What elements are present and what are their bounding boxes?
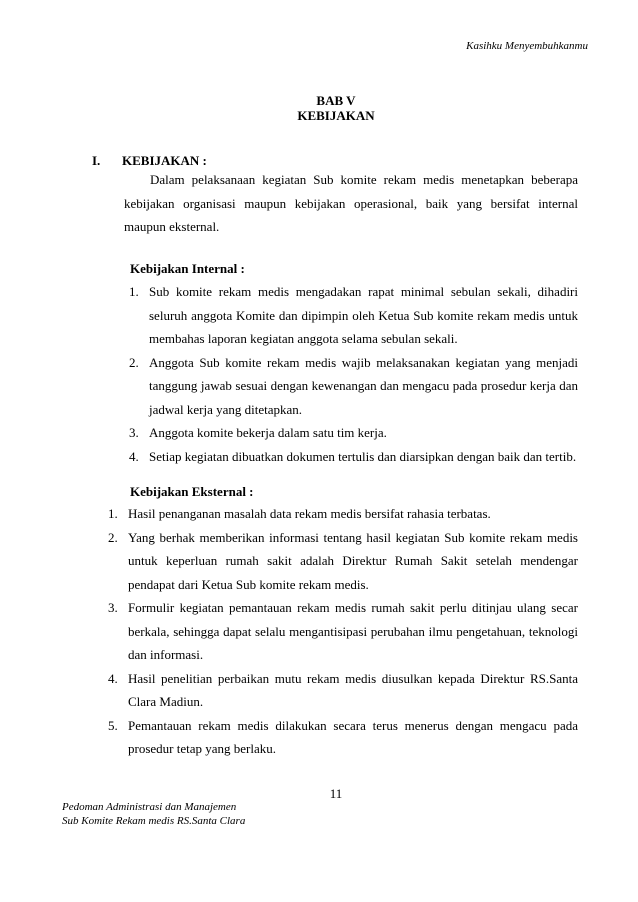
list-item [108, 502, 578, 526]
footer-line-2: Sub Komite Rekam medis RS.Santa Clara [62, 815, 246, 827]
list-item-number: 3. [129, 425, 139, 440]
list-item [108, 667, 578, 714]
list-item-number: 1. [129, 284, 139, 299]
footer-line-1: Pedoman Administrasi dan Manajemen [62, 801, 237, 813]
external-policy-heading: Kebijakan Eksternal : [130, 484, 254, 499]
list-item-number: 2. [129, 354, 139, 370]
list-item-text: Setiap kegiatan dibuatkan dokumen tertulis dan diarsipkan dengan baik dan tertib. [149, 448, 577, 464]
list-item-text: Formulir kegiatan pemantauan rekam medis rumah sakit perlu ditinjau ulang secar berkala, sehingga dapat selalu mengantisipasi perubahan ilmu pengetahuan, teknologi dan informasi. [128, 600, 578, 662]
list-item [129, 280, 578, 351]
section-number: I. [92, 153, 101, 168]
list-item-number: 4. [108, 670, 118, 686]
list-item-text: Hasil penelitian perbaikan mutu rekam medis diusulkan kepada Direktur RS.Santa Clara Madiun. [128, 670, 578, 709]
list-item-number: 4. [129, 448, 139, 464]
list-item-number: 2. [108, 529, 118, 545]
list-item-text: Anggota Sub komite rekam medis wajib melaksanakan kegiatan yang menjadi tanggung jawab sesuai dengan kewenangan dan mengacu pada prosedur kerja dan jadwal kerja yang ditetapkan. [149, 354, 578, 417]
list-item-text: Anggota komite bekerja dalam satu tim kerja. [149, 425, 387, 440]
external-policy-list [108, 502, 578, 761]
list-item-number: 1. [108, 506, 118, 521]
section-title: KEBIJAKAN : [122, 153, 207, 168]
list-item [129, 351, 578, 422]
list-item-text: Pemantauan rekam medis dilakukan secara terus menerus dengan mengacu pada prosedur tetap yang berlaku. [128, 717, 578, 756]
list-item-number: 5. [108, 717, 118, 733]
internal-policy-heading: Kebijakan Internal : [130, 261, 245, 276]
chapter-label: BAB V [316, 93, 356, 108]
page-number: 11 [329, 786, 343, 801]
list-item [108, 526, 578, 597]
list-item-text: Hasil penanganan masalah data rekam medis bersifat rahasia terbatas. [128, 506, 491, 521]
list-item [129, 421, 578, 445]
list-item-text: Sub komite rekam medis mengadakan rapat minimal sebulan sekali, dihadiri seluruh anggota Komite dan dipimpin oleh Ketua Sub komite rekam medis untuk membahas laporan kegiatan anggota selama sebulan sekali. [149, 284, 578, 346]
footer [62, 800, 245, 828]
running-header: Kasihku Menyembuhkanmu [466, 40, 588, 52]
chapter-title: KEBIJAKAN [297, 108, 375, 123]
list-item-text: Yang berhak memberikan informasi tentang hasil kegiatan Sub komite rekam medis untuk keperluan rumah sakit adalah Direktur Rumah Sakit setelah mendengar pendapat dari Ketua Sub komite rekam medis. [128, 529, 578, 592]
list-item [108, 596, 578, 667]
list-item [129, 445, 578, 469]
list-item [108, 714, 578, 761]
list-item-number: 3. [108, 600, 118, 615]
section-intro: Dalam pelaksanaan kegiatan Sub komite rekam medis menetapkan beberapa kebijakan organisasi maupun kebijakan operasional, baik yang bersifat internal maupun eksternal. [124, 172, 578, 234]
internal-policy-list [129, 280, 578, 468]
